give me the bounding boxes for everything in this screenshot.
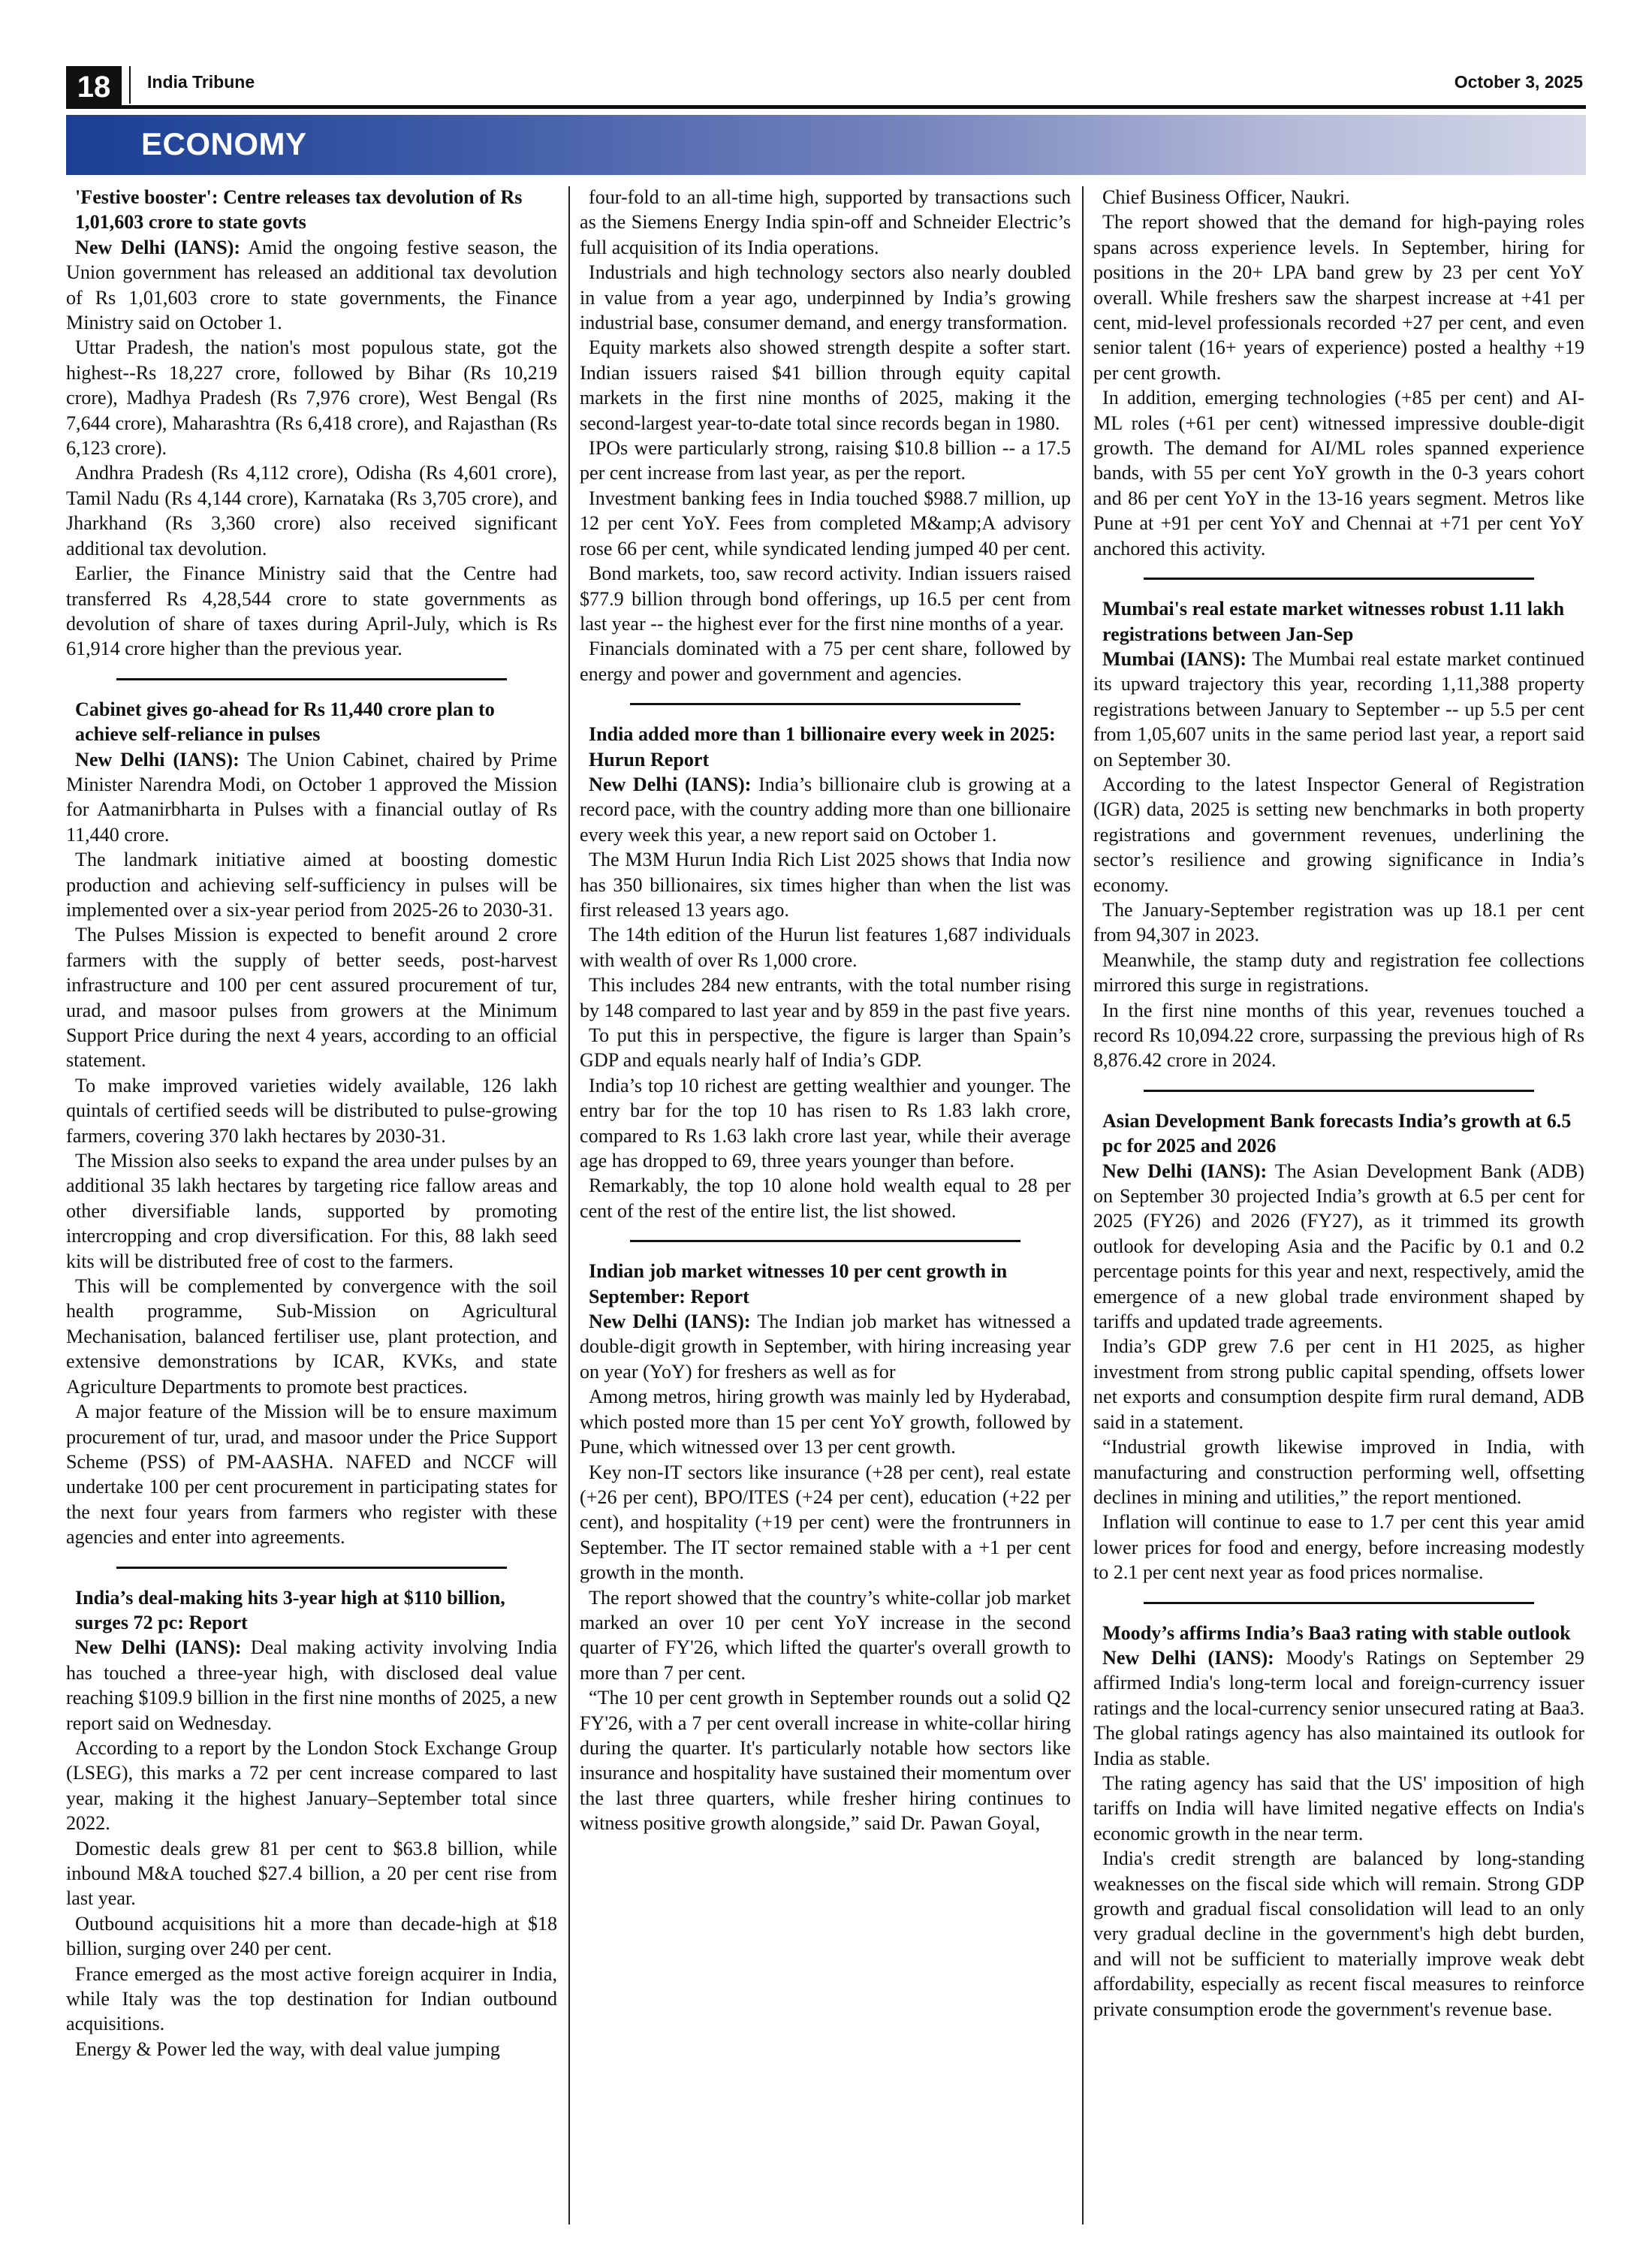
article-paragraph [66, 1148, 557, 1274]
paragraph-text: Key non-IT sectors like insurance (+28 per cent), real estate (+26 per cent), BPO/ITES (+24 per cent), education (+22 per cent), and hospitality (+19 per cent) were the frontrunners in September. The IT sector remained stable with a +1 per cent growth in the month. [580, 1461, 1071, 1584]
article-paragraph [66, 1911, 557, 1962]
paragraph-text: India's credit strength are balanced by long-standing weaknesses on the fiscal side which will remain. Strong GDP growth and gradual fiscal consolidation will lead to an only very gradual decline in the government's high debt burden, and will not be sufficient to materially improve weak debt affordability, especially as recent fiscal measures to reinforce private consumption erode the government's revenue base. [1093, 1847, 1584, 2020]
article-paragraph [66, 847, 557, 922]
header-rule [66, 105, 1586, 109]
article-paragraph [1093, 1159, 1584, 1335]
article-paragraph [1093, 1846, 1584, 2022]
article-divider [630, 703, 1020, 705]
paragraph-text: The Mumbai real estate market continued its upward trajectory this year, recording 1,11,388 property registrations between January to September -- up 5.5 per cent from 1,05,607 units in the same period last year, a report said on September 30. [1093, 647, 1584, 771]
dateline: New Delhi (IANS): [589, 773, 752, 795]
paragraph-text: The Asian Development Bank (ADB) on September 30 projected India’s growth at 6.5 per cent for 2025 (FY26) and 2026 (FY27), as it trimmed its growth outlook for developing Asia and the Pacific by 0.1 and 0.2 percentage points for this year and next, respectively, amid the emergence of a new global trade environment shaped by tariffs and updated trade agreements. [1093, 1160, 1584, 1333]
paragraph-text: According to the latest Inspector General of Registration (IGR) data, 2025 is setting new benchmarks in both property registrations and government revenues, underlining the sector’s resilience and growing significance in India’s economy. [1093, 773, 1584, 896]
paragraph-text: This includes 284 new entrants, with the total number rising by 148 compared to last year and by 859 in the past five years. [580, 974, 1071, 1021]
column-separator [568, 186, 570, 2224]
paragraph-text: A major feature of the Mission will be to ensure maximum procurement of tur, urad, and masoor under the Price Support Scheme (PSS) of PM-AASHA. NAFED and NCCF will undertake 100 per cent procurement in participating states for the next four years from farmers who register with these agencies and enter into agreements. [66, 1401, 557, 1549]
article-paragraph [66, 922, 557, 1072]
article-paragraph [66, 1836, 557, 1911]
article-paragraph [66, 460, 557, 561]
paragraph-text: “Industrial growth likewise improved in India, with manufacturing and construction performing well, offsetting declines in mining and utilities,” the report mentioned. [1093, 1436, 1584, 1508]
paragraph-text: To put this in perspective, the figure is larger than Spain’s GDP and equals nearly half of India’s GDP. [580, 1024, 1071, 1072]
paragraph-text: The report showed that the country’s white-collar job market marked an over 10 per cent YoY increase in the second quarter of FY'26, which lifted the quarter's overall growth to more than 7 per cent. [580, 1586, 1071, 1684]
article [66, 1585, 557, 2062]
article-divider [116, 1567, 507, 1569]
article-paragraph [580, 1073, 1071, 1174]
article-headline: India added more than 1 billionaire every week in 2025: Hurun Report [589, 723, 1056, 771]
article-paragraph [1093, 1334, 1584, 1434]
article [580, 1259, 1071, 1835]
article-headline: Cabinet gives go-ahead for Rs 11,440 crore plan to achieve self-reliance in pulses [75, 698, 495, 746]
paragraph-text: The 14th edition of the Hurun list features 1,687 individuals with wealth of over Rs 1,000 crore. [580, 924, 1071, 971]
paragraph-text: Industrials and high technology sectors also nearly doubled in value from a year ago, underpinned by India’s growing industrial base, consumer demand, and energy transformation. [580, 261, 1071, 334]
article-paragraph [66, 1274, 557, 1399]
paragraph-text: The Pulses Mission is expected to benefit around 2 crore farmers with the supply of better seeds, post-harvest infrastructure and 100 per cent assured procurement of tur, urad, and masoor pulses from growers at the Minimum Support Price during the next 4 years, according to an official statement. [66, 924, 557, 1072]
paragraph-text: The January-September registration was up 18.1 per cent from 94,307 in 2023. [1093, 898, 1584, 946]
paragraph-text: Andhra Pradesh (Rs 4,112 crore), Odisha (Rs 4,601 crore), Tamil Nadu (Rs 4,144 crore), Karnataka (Rs 3,705 crore), and Jharkhand (Rs 3,360 crore) also received significant additional tax devolution. [66, 462, 557, 559]
article-paragraph [1093, 897, 1584, 948]
article-paragraph [1093, 948, 1584, 998]
article-divider [1144, 1090, 1534, 1092]
article-paragraph [66, 2037, 557, 2061]
article-paragraph [580, 636, 1071, 686]
article-paragraph [1093, 772, 1584, 897]
column-1 [66, 185, 557, 2061]
paragraph-text: The Indian job market has witnessed a double-digit growth in September, with hiring increasing year on year (YoY) for freshers as well as for [580, 1310, 1072, 1383]
article-paragraph [66, 1962, 557, 2037]
column-3 [1093, 185, 1584, 2022]
article-paragraph [66, 1399, 557, 1549]
article-paragraph [66, 561, 557, 662]
dateline: Mumbai (IANS): [1102, 647, 1247, 670]
article [66, 697, 557, 1550]
column-2 [580, 185, 1071, 1836]
article-paragraph [580, 185, 1071, 260]
article-paragraph [1093, 385, 1584, 561]
article-headline: 'Festive booster': Centre releases tax devolution of Rs 1,01,603 crore to state govts [75, 186, 523, 234]
article [1093, 596, 1584, 1073]
paragraph-text: The rating agency has said that the US' imposition of high tariffs on India will have limited negative effects on India's economic growth in the near term. [1093, 1772, 1584, 1844]
paragraph-text: Remarkably, the top 10 alone hold wealth equal to 28 per cent of the rest of the entire list, the list showed. [580, 1175, 1071, 1222]
paragraph-text: Amid the ongoing festive season, the Union government has released an additional tax devolution of Rs 1,01,603 crore to state governments, the Finance Ministry said on October 1. [66, 236, 557, 334]
paragraph-text: four-fold to an all-time high, supported by transactions such as the Siemens Energy India spin-off and Schneider Electric’s full acquisition of its India operations. [580, 186, 1071, 258]
article [580, 185, 1071, 686]
article-divider [630, 1240, 1020, 1242]
paragraph-text: IPOs were particularly strong, raising $10.8 billion -- a 17.5 per cent increase from last year, as per the report. [580, 437, 1071, 484]
paragraph-text: India’s billionaire club is growing at a record pace, with the country adding more than one billionaire every week this year, a new report said on October 1. [580, 773, 1071, 846]
paragraph-text: In the first nine months of this year, revenues touched a record Rs 10,094.22 crore, surpassing the previous high of Rs 8,876.42 crore in 2024. [1093, 999, 1584, 1072]
article-paragraph [580, 1585, 1071, 1686]
dateline: New Delhi (IANS): [75, 236, 241, 258]
paragraph-text: Outbound acquisitions hit a more than decade-high at $18 billion, surging over 240 per cent. [66, 1912, 557, 1960]
article-paragraph [580, 1460, 1071, 1585]
article-paragraph [580, 335, 1071, 436]
article [1093, 1108, 1584, 1585]
paragraph-text: This will be complemented by convergence with the soil health programme, Sub-Mission on Agricultural Mechanisation, balanced fertiliser use, plant protection, and extensive demonstrations by ICAR, KVKs, and state Agriculture Departments to promote best practices. [66, 1275, 557, 1398]
article-paragraph [1093, 1434, 1584, 1510]
section-banner [66, 115, 1586, 175]
article-divider [116, 678, 507, 680]
article-headline: Moody’s affirms India’s Baa3 rating with stable outlook [1102, 1621, 1571, 1644]
paragraph-text: According to a report by the London Stock Exchange Group (LSEG), this marks a 72 per cent increase compared to last year, making it the highest January–September total since 2022. [66, 1736, 557, 1835]
paragraph-text: Chief Business Officer, Naukri. [1102, 186, 1350, 208]
article-paragraph [66, 235, 557, 336]
article-paragraph [1093, 1771, 1584, 1846]
paragraph-text: Inflation will continue to ease to 1.7 per cent this year amid lower prices for food and energy, before increasing modestly to 2.1 per cent next year as food prices normalise. [1093, 1511, 1584, 1584]
article-paragraph [1093, 647, 1584, 772]
article-paragraph [580, 922, 1071, 973]
publication-name: India Tribune [147, 72, 255, 92]
dateline: New Delhi (IANS): [589, 1310, 751, 1333]
paragraph-text: India’s GDP grew 7.6 per cent in H1 2025, as higher investment from strong public capital spending, offsets lower net exports and consumption despite firm rural demand, ADB said in a statement. [1093, 1335, 1584, 1433]
paragraph-text: To make improved varieties widely available, 126 lakh quintals of certified seeds will be distributed to pulse-growing farmers, covering 370 lakh hectares by 2030-31. [66, 1074, 557, 1147]
paragraph-text: Earlier, the Finance Ministry said that the Centre had transferred Rs 4,28,544 crore to state governments as devolution of share of taxes during April-July, which is Rs 61,914 crore higher than the previous year. [66, 562, 557, 660]
article-paragraph [580, 260, 1071, 335]
dateline: New Delhi (IANS): [75, 748, 240, 771]
paragraph-text: The Mission also seeks to expand the area under pulses by an additional 35 lakh hectares by targeting rice fallow areas and other diversifiable lands, supported by promoting intercropping and crop diversification. For this, 88 lakh seed kits will be distributed free of cost to the farmers. [66, 1150, 557, 1272]
article-paragraph [1093, 210, 1584, 385]
paragraph-text: Deal making activity involving India has touched a three-year high, with disclosed deal value reaching $109.9 billion in the first nine months of 2025, a new report said on Wednesday. [66, 1636, 557, 1734]
paragraph-text: Among metros, hiring growth was mainly led by Hyderabad, which posted more than 15 per cent YoY growth, followed by Pune, which witnessed over 13 per cent growth. [580, 1386, 1071, 1458]
article-headline: Mumbai's real estate market witnesses robust 1.11 lakh registrations between Jan-Sep [1102, 598, 1565, 645]
paragraph-text: Equity markets also showed strength despite a softer start. Indian issuers raised $41 billion through equity capital markets in the first nine months of 2025, making it the second-largest year-to-date total since records began in 1980. [580, 336, 1071, 434]
paragraph-text: Bond markets, too, saw record activity. Indian issuers raised $77.9 billion through bond offerings, up 16.5 per cent from last year -- the highest ever for the first nine months of a year. [580, 562, 1071, 635]
article-paragraph [1093, 998, 1584, 1073]
article-paragraph [580, 1685, 1071, 1835]
paragraph-text: In addition, emerging technologies (+85 per cent) and AI-ML roles (+61 per cent) witnessed impressive double-digit growth. The demand for AI/ML roles spanned experience bands, with 55 per cent YoY growth in the 0-3 years cohort and 86 per cent YoY in the 13-16 years segment. Metros like Pune at +91 per cent YoY and Chennai at +71 per cent YoY anchored this activity. [1093, 387, 1584, 559]
article [1093, 185, 1584, 561]
article [1093, 1621, 1584, 2022]
article-paragraph [580, 1023, 1071, 1073]
article-paragraph [580, 1309, 1071, 1384]
article-paragraph [1093, 1645, 1584, 1771]
paragraph-text: Meanwhile, the stamp duty and registration fee collections mirrored this surge in registrations. [1093, 949, 1584, 997]
article-headline: Asian Development Bank forecasts India’s growth at 6.5 pc for 2025 and 2026 [1102, 1109, 1572, 1157]
paragraph-text: The Union Cabinet, chaired by Prime Minister Narendra Modi, on October 1 approved the Mission for Aatmanirbharta in Pulses with a financial outlay of Rs 11,440 crore. [66, 748, 557, 846]
article-paragraph [1093, 1510, 1584, 1585]
article-paragraph [66, 747, 557, 848]
article-headline: India’s deal-making hits 3-year high at $110 billion, surges 72 pc: Report [75, 1586, 505, 1633]
paragraph-text: Energy & Power led the way, with deal value jumping [75, 2037, 500, 2060]
column-separator [1082, 186, 1084, 2224]
paragraph-text: The report showed that the demand for high-paying roles spans across experience levels. In September, hiring for positions in the 20+ LPA band grew by 23 per cent YoY overall. While freshers saw the sharpest increase at +41 per cent, mid-level professionals recorded +27 per cent, and even senior talent (16+ years of experience) posted a healthy +19 per cent growth. [1093, 211, 1584, 384]
paragraph-text: Uttar Pradesh, the nation's most populous state, got the highest--Rs 18,227 crore, followed by Bihar (Rs 10,219 crore), Madhya Pradesh (Rs 7,976 crore), West Bengal (Rs 7,644 crore), Maharashtra (Rs 6,418 crore), and Rajasthan (Rs 6,123 crore). [66, 336, 557, 460]
article-paragraph [580, 1384, 1071, 1459]
dateline: New Delhi (IANS): [1102, 1160, 1268, 1182]
section-title: ECONOMY [141, 126, 307, 161]
paragraph-text: The landmark initiative aimed at boosting domestic production and achieving self-sufficiency in pulses will be implemented over a six-year period from 2025-26 to 2030-31. [66, 849, 557, 921]
header-separator [129, 66, 131, 104]
article-paragraph [580, 772, 1071, 847]
article-paragraph [66, 1736, 557, 1836]
article-divider [1144, 578, 1534, 580]
paragraph-text: The M3M Hurun India Rich List 2025 shows that India now has 350 billionaires, six times higher than when the list was first released 13 years ago. [580, 849, 1071, 921]
page-header [66, 62, 1586, 107]
article-paragraph [580, 1173, 1071, 1223]
article-paragraph [580, 973, 1071, 1023]
article-paragraph [66, 1635, 557, 1736]
dateline: New Delhi (IANS): [75, 1636, 242, 1659]
paragraph-text: France emerged as the most active foreign acquirer in India, while Italy was the top destination for Indian outbound acquisitions. [66, 1962, 557, 2035]
paragraph-text: Domestic deals grew 81 per cent to $63.8 billion, while inbound M&A touched $27.4 billion, a 20 per cent rise from last year. [66, 1837, 557, 1910]
paragraph-text: “The 10 per cent growth in September rounds out a solid Q2 FY'26, with a 7 per cent overall increase in white-collar hiring during the quarter. It's particularly notable how sectors like insurance and hospitality have sustained their momentum over the last three quarters, while fresher hiring continues to witness positive growth alongside,” said Dr. Pawan Goyal, [580, 1687, 1071, 1835]
article-paragraph [66, 1073, 557, 1148]
paragraph-text: India’s top 10 richest are getting wealthier and younger. The entry bar for the top 10 has risen to Rs 1.83 lakh crore, compared to Rs 1.63 lakh crore last year, while their average age has dropped to 69, three years younger than before. [580, 1074, 1071, 1172]
article-paragraph [580, 847, 1071, 922]
article-paragraph [580, 436, 1071, 486]
article-paragraph [66, 335, 557, 460]
article [66, 185, 557, 662]
page-number: 18 [66, 66, 122, 108]
article-divider [1144, 1602, 1534, 1604]
paragraph-text: Financials dominated with a 75 per cent share, followed by energy and power and government and agencies. [580, 638, 1071, 685]
article-headline: Indian job market witnesses 10 per cent growth in September: Report [589, 1260, 1008, 1307]
dateline: New Delhi (IANS): [1102, 1646, 1274, 1669]
paragraph-text: Moody's Ratings on September 29 affirmed India's long-term local and foreign-currency issuer ratings and the local-currency senior unsecured rating at Baa3. The global ratings agency has also maintained its outlook for India as stable. [1093, 1646, 1584, 1769]
article-paragraph [580, 561, 1071, 636]
article-paragraph [1093, 185, 1584, 210]
article [580, 722, 1071, 1223]
paragraph-text: Investment banking fees in India touched $988.7 million, up 12 per cent YoY. Fees from completed M&amp;A advisory rose 66 per cent, while syndicated lending jumped 40 per cent. [580, 487, 1071, 559]
article-paragraph [580, 486, 1071, 561]
issue-date: October 3, 2025 [1454, 72, 1583, 92]
